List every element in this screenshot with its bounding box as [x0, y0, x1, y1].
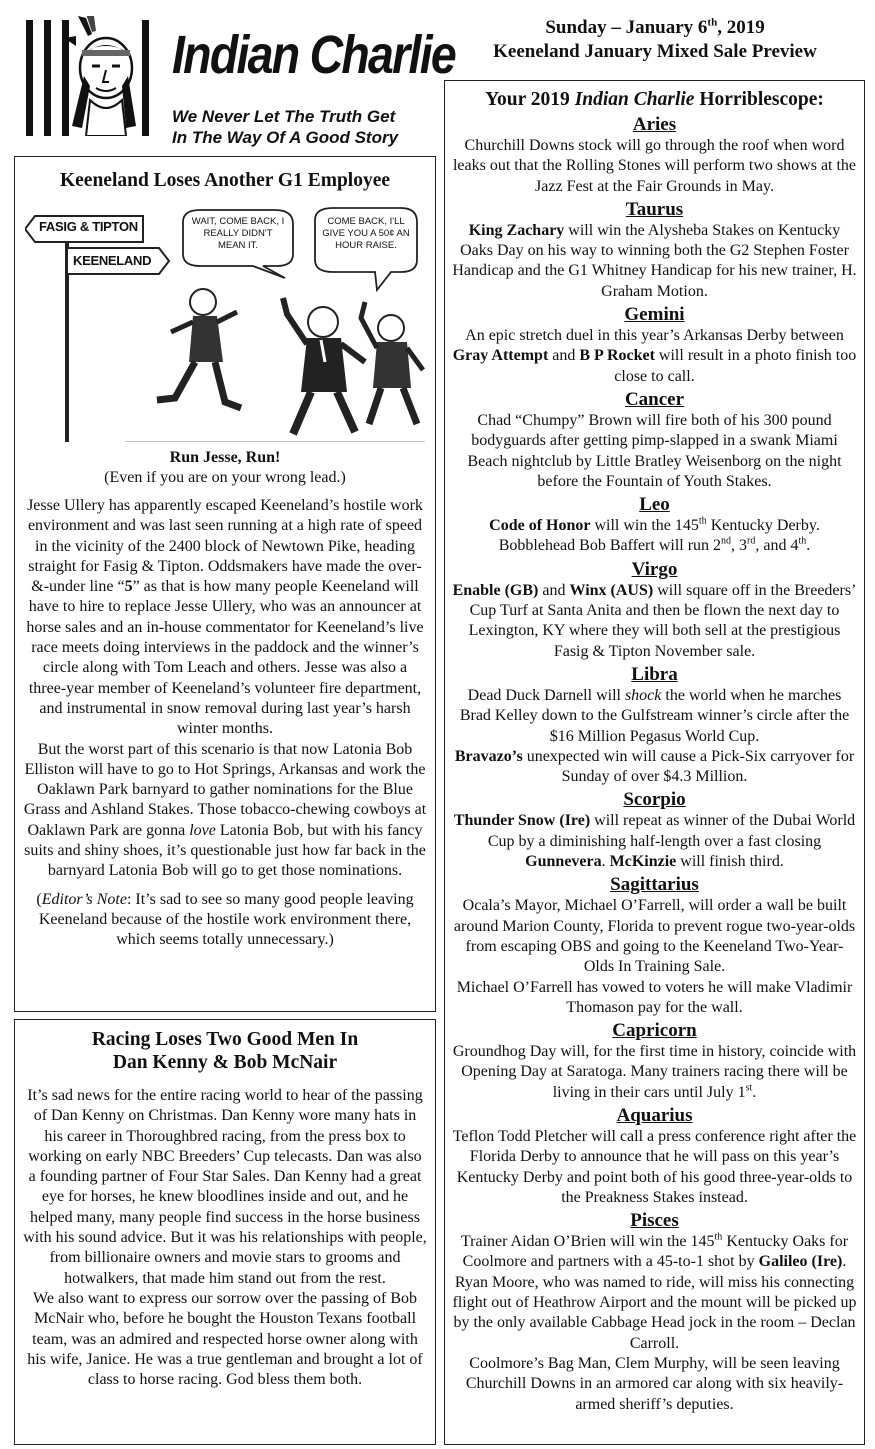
- sign-heading: Pisces: [630, 1210, 679, 1232]
- motto-line-1: We Never Let The Truth Get: [172, 107, 396, 126]
- cartoon-caption-subtitle: (Even if you are on your wrong lead.): [104, 469, 346, 486]
- article-paragraph: But the worst part of this scenario is that now Latonia Bob Elliston will have to go to Hot Springs, Arkansas and work the Oaklawn Park barnyard to gather nominations for the Blue Grass and Ashland Stakes. Those tobacco-chewing cowboys at Oaklawn Park are gonna love Latonia Bob, but with his fancy suits and shiny shoes, it’s questionable just how far back in the barnyard Latonia Bob will go to get those nominations.: [23, 740, 427, 880]
- cartoon-illustration: [25, 202, 425, 442]
- sign-sagittarius: [445, 874, 864, 1018]
- sign-leo: [445, 494, 864, 557]
- horoscope-column: [444, 80, 865, 1445]
- sign-taurus: [445, 199, 864, 302]
- sign-heading: Capricorn: [612, 1020, 697, 1042]
- editors-note: (Editor’s Note: It’s sad to see so many good people leaving Keeneland because of the hostile work environment there, which seems totally unnecessary.): [36, 890, 414, 949]
- issue-subtitle: Keeneland January Mixed Sale Preview: [493, 41, 817, 62]
- horoscope-title: Your 2019 Indian Charlie Horriblescope:: [485, 89, 824, 110]
- article-paragraph: We also want to express our sorrow over the passing of Bob McNair who, before he bought the Houston Texans football team, was an admired and respected horse owner along with his wife, Janice. He was a true gentleman and brought a lot of class to horse racing. God bless them both.: [27, 1289, 423, 1389]
- sign-heading: Leo: [639, 494, 670, 516]
- speech-bubble-1: WAIT, COME BACK, I REALLY DIDN'T MEAN IT.: [191, 216, 285, 251]
- sign-text: Groundhog Day will, for the first time in history, coincide with Opening Day at Saratoga. Many trainers racing there will be living in their cars until July 1st.: [452, 1043, 857, 1101]
- sign-cancer: [445, 389, 864, 492]
- article-racing-loses: [14, 1019, 436, 1445]
- sign-text: King Zachary will win the Alysheba Stakes on Kentucky Oaks Day on his way to winning both the G2 Stephen Foster Handicap and the G1 Whitney Handicap for his new trainer, H. Graham Motion.: [452, 221, 857, 300]
- sign-heading: Cancer: [624, 388, 685, 410]
- sign-heading: Sagittarius: [610, 874, 699, 896]
- sign-heading: Aquarius: [616, 1104, 693, 1126]
- sign-text: Chad “Chumpy” Brown will fire both of his 300 pound bodyguards after getting pimp-slapped in a swank Miami Beach nightclub by Little Bratley Weisenborg on the night before the Fountain of Youth Stakes.: [467, 411, 842, 490]
- sign-text: Teflon Todd Pletcher will call a press conference right after the Florida Derby to announce that he will pass on this year’s Kentucky Derby and point both of his good three-year-olds to the Preakness Stakes instead.: [452, 1127, 857, 1206]
- sign-virgo: [445, 559, 864, 662]
- article-body: [15, 496, 435, 951]
- sign-scorpio: [445, 789, 864, 872]
- article-headline: Keeneland Loses Another G1 Employee: [59, 170, 391, 191]
- article-paragraph: It’s sad news for the entire racing world to hear of the passing of Dan Kenny on Christmas. Dan Kenny wore many hats in his career in Thoroughbred racing, from the press box to working on early NBC Breeders’ Cup telecasts. Dan was also a founding partner of Four Star Sales. Dan Kenny had a great eye for horses, he knew bloodlines inside and out, and he helped many, many people find success in the horse business with his sound advice. But it was his relationships with people, from billionaire owners and movie stars to grooms and hotwalkers, that made him stand out from the rest.: [23, 1087, 427, 1287]
- sign-heading: Aries: [632, 114, 677, 135]
- jail-bars-logo: [26, 16, 166, 136]
- article-body: [15, 1086, 435, 1390]
- issue-date: Sunday – January 6th, 2019: [545, 16, 765, 38]
- newspaper-title: Indian Charlie: [172, 25, 456, 85]
- sign-keeneland: KEENELAND: [73, 253, 152, 268]
- sign-heading: Scorpio: [623, 789, 686, 811]
- article-headline: Racing Loses Two Good Men In Dan Kenny & Bob McNair: [91, 1029, 359, 1073]
- sign-libra: [445, 664, 864, 787]
- sign-capricorn: [445, 1020, 864, 1103]
- newspaper-motto: [172, 106, 398, 148]
- article-keeneland: [14, 156, 436, 1012]
- sign-text: Trainer Aidan O’Brien will win the 145th Kentucky Oaks for Coolmore and partners with a 45-to-1 shot by Galileo (Ire). Ryan Moore, who was named to ride, will miss his connecting flight out of Heathrow Airport and the mount will be picked up by the only available Cabbage Head jock in the room – Declan Carroll. Coolmore’s Bag Man, Clem Murphy, will be seen leaving Churchill Downs in an armored car along with six heavily-armed sheriff’s deputies.: [452, 1231, 857, 1413]
- motto-line-2: In The Way Of A Good Story: [172, 128, 399, 147]
- masthead: [22, 10, 456, 152]
- sign-text: Enable (GB) and Winx (AUS) will square off in the Breeders’ Cup Turf at Santa Anita and then be flown the next day to Lexington, KY where they will both sell at the prestigious Fasig & Tipton November sale.: [452, 581, 857, 660]
- sign-text: Thunder Snow (Ire) will repeat as winner of the Dubai World Cup by a diminishing half-length over a fast closing Gunnevera. McKinzie will finish third.: [453, 812, 856, 871]
- cartoon-caption-title: Run Jesse, Run!: [169, 449, 281, 466]
- sign-text: Churchill Downs stock will go through the roof when word leaks out that the Rolling Stones will perform two shows at the Jazz Fest at the Fair Grounds in May.: [452, 137, 857, 195]
- sign-heading: Virgo: [631, 558, 678, 580]
- sign-heading: Libra: [631, 663, 678, 685]
- sign-text: Code of Honor will win the 145th Kentucky Derby. Bobblehead Bob Baffert will run 2nd, 3rd, and 4th.: [489, 515, 820, 555]
- sign-aries: [445, 114, 864, 197]
- sign-gemini: [445, 304, 864, 387]
- sign-fasig-tipton: FASIG & TIPTON: [39, 219, 138, 234]
- sign-text: An epic stretch duel in this year’s Arkansas Derby between Gray Attempt and B P Rocket will result in a photo finish too close to call.: [452, 327, 857, 385]
- issue-info: [450, 16, 860, 64]
- sign-text: Ocala’s Mayor, Michael O’Farrell, will order a wall be built around Marion County, Florida to prevent rogue two-year-olds from escaping OBS and going to the Keeneland Two-Year-Olds In Training Sale. Michael O’Farrell has vowed to voters he will make Vladimir Thomason pay for the wall.: [453, 897, 856, 1016]
- sign-heading: Taurus: [625, 198, 684, 220]
- sign-pisces: [445, 1210, 864, 1415]
- sign-text: Dead Duck Darnell will shock the world when he marches Brad Kelley down to the Gulfstream winner’s circle after the $16 Million Pegasus World Cup. Bravazo’s unexpected win will cause a Pick-Six carryover for Sunday of over $4.3 Million.: [454, 686, 855, 786]
- sign-heading: Gemini: [624, 304, 685, 326]
- sign-aquarius: [445, 1105, 864, 1208]
- article-paragraph: Jesse Ullery has apparently escaped Keeneland’s hostile work environment and was last seen running at a high rate of speed in the vicinity of the 2400 block of Newtown Pike, heading straight for Fasig & Tipton. Oddsmakers have made the over-&-under line “5” as that is how many people Keeneland will have to hire to replace Jesse Ullery, who was an announcer at horse sales and an in-house commentator for Keeneland’s live race meets doing interviews in the paddock and the winner’s circle along with Tom Leach and others. Jesse was also a three-year member of Keeneland’s volunteer fire department, and instrumental in snow removal during last year’s harsh winter months.: [26, 497, 424, 738]
- speech-bubble-2: COME BACK, I'LL GIVE YOU A 50¢ AN HOUR RAISE.: [322, 216, 410, 251]
